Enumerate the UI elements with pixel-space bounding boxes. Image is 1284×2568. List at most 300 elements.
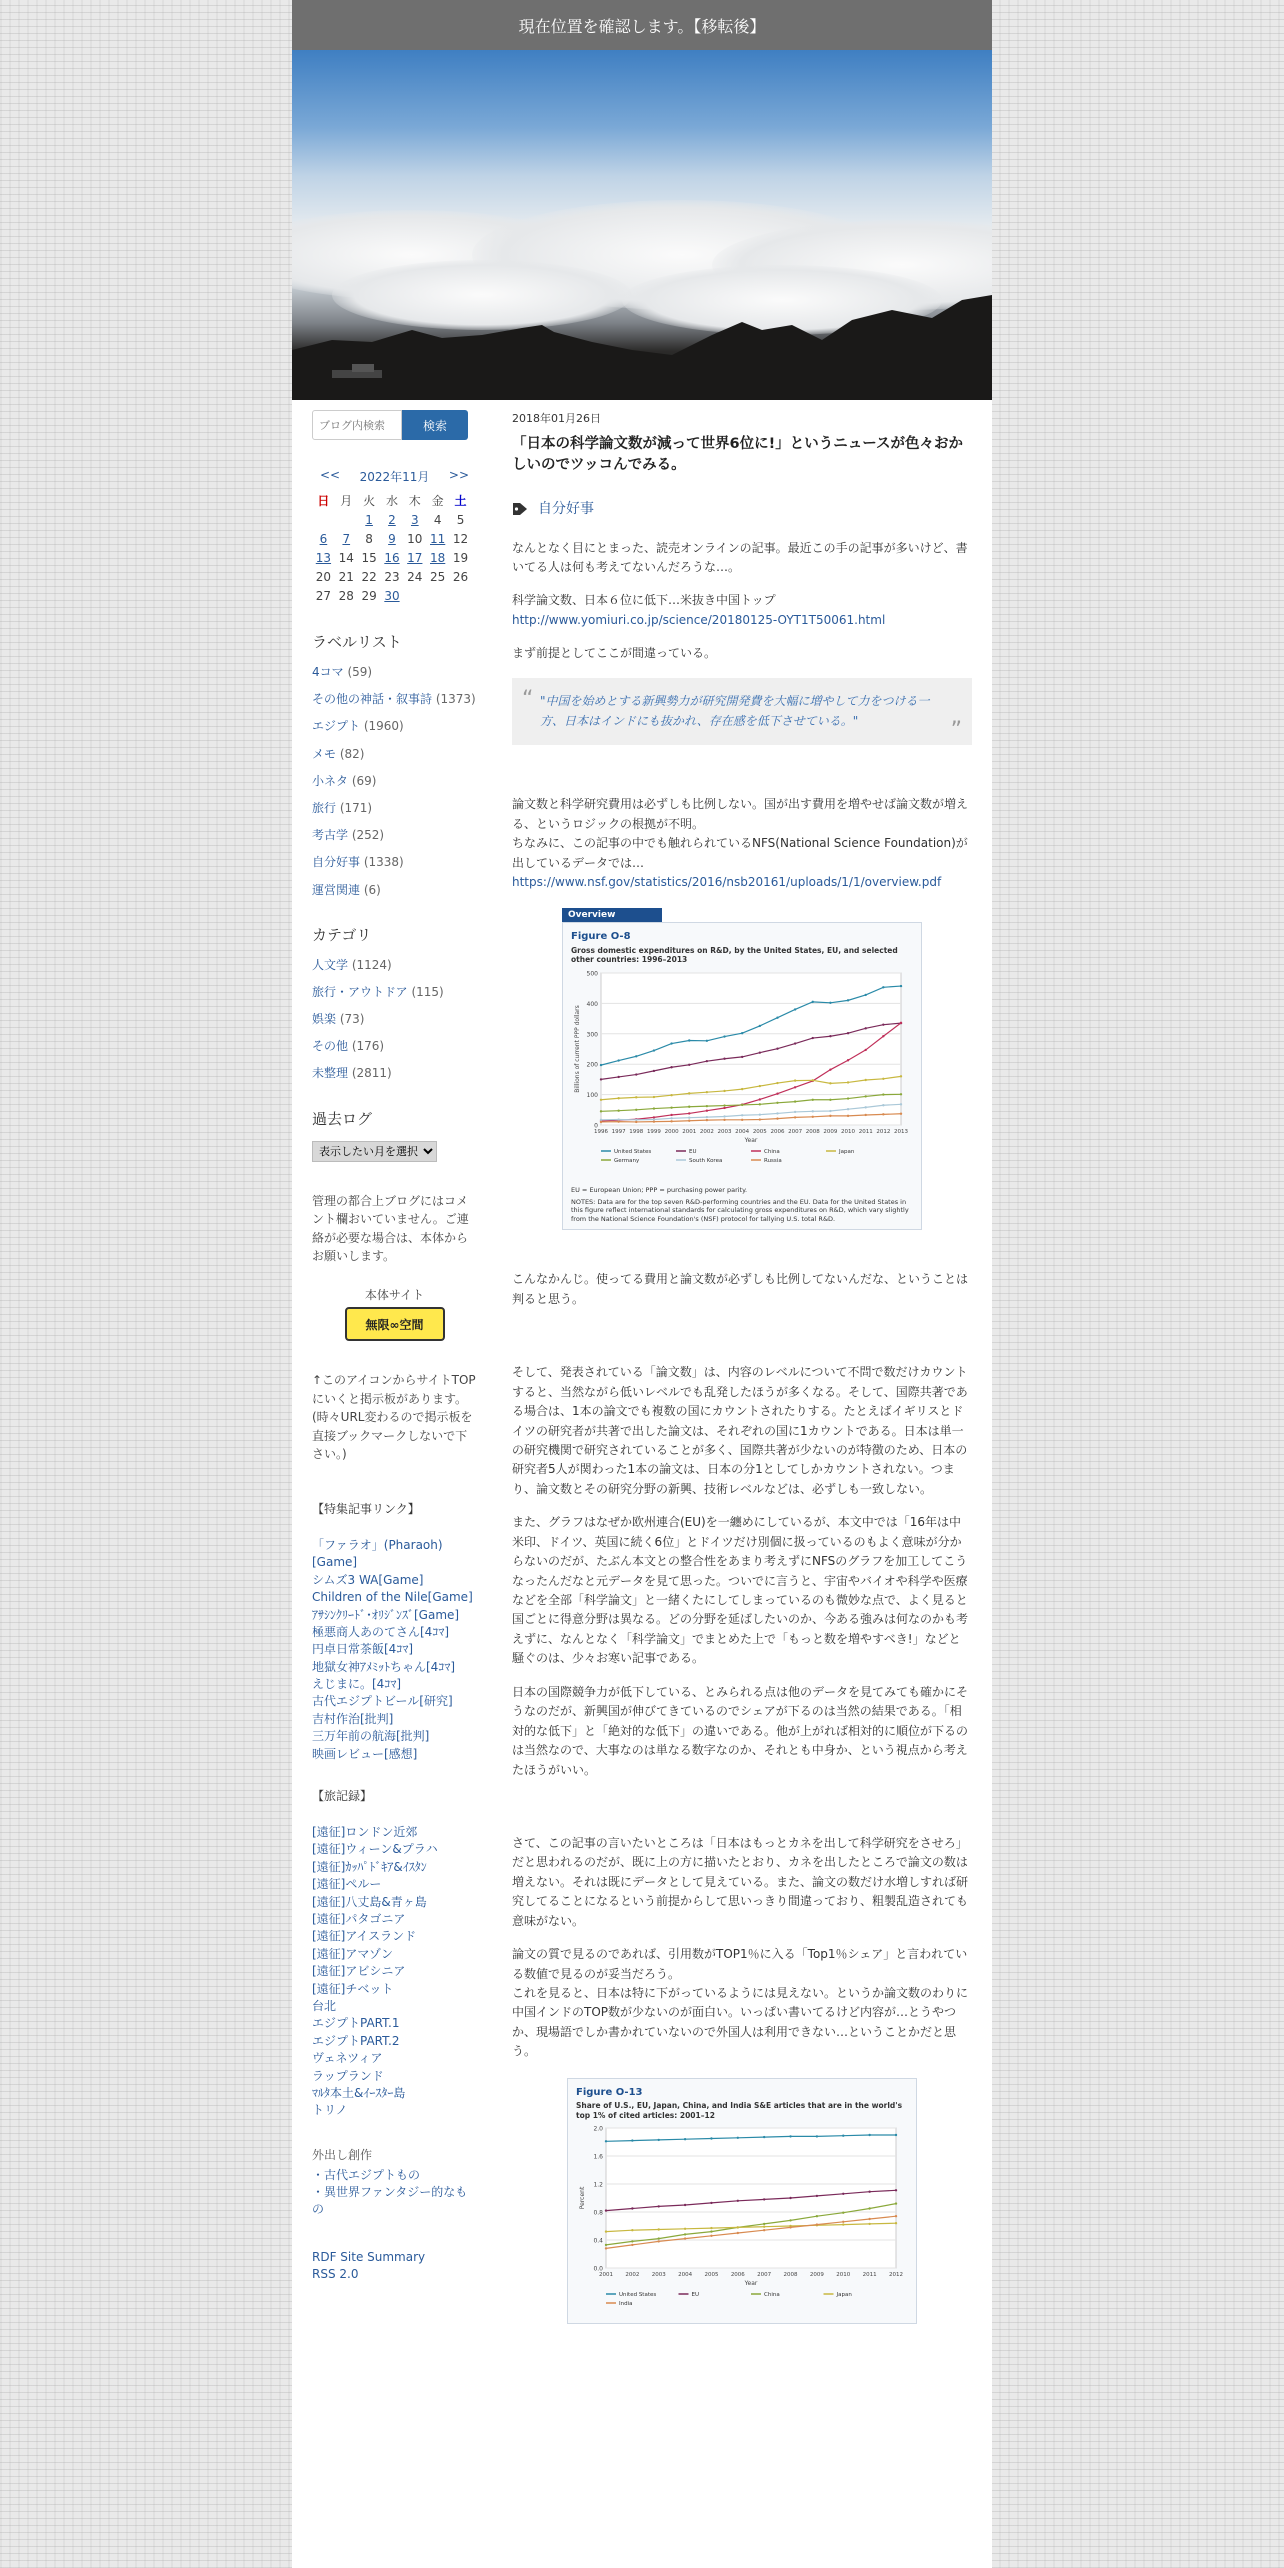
label-count: (6) xyxy=(360,882,381,897)
label-count: (171) xyxy=(336,800,373,815)
data-point xyxy=(816,2136,818,2138)
data-point xyxy=(631,2244,633,2246)
x-tick-label: 2008 xyxy=(805,1129,820,1136)
featured-link[interactable]: Children of the Nile[Game] xyxy=(312,1590,473,1605)
data-point xyxy=(882,1078,884,1080)
legend-label: Japan xyxy=(836,2292,852,2299)
figure-label: Figure O-8 xyxy=(571,931,631,943)
data-point xyxy=(865,1095,867,1097)
travel-link[interactable]: [遠征]ペルー xyxy=(312,1877,382,1892)
travel-link[interactable]: ラップランド xyxy=(312,2068,384,2083)
data-point xyxy=(794,1042,796,1044)
travel-link[interactable]: [遠征]アビシニア xyxy=(312,1964,406,1979)
x-tick-label: 2011 xyxy=(858,1129,873,1136)
travel-link[interactable]: ヴェネツィア xyxy=(312,2051,383,2066)
calendar-day: 10 xyxy=(407,531,423,546)
data-point xyxy=(658,2229,660,2231)
data-point xyxy=(605,2248,607,2250)
calendar-weekday: 月 xyxy=(340,494,353,508)
data-point xyxy=(706,1116,708,1118)
data-point xyxy=(776,1082,778,1084)
data-point xyxy=(710,2231,712,2233)
blog-search-input[interactable] xyxy=(312,410,402,440)
data-point xyxy=(684,2138,686,2140)
category-link[interactable]: 人文学 xyxy=(312,957,349,972)
x-tick-label: 2005 xyxy=(752,1129,767,1136)
category-count: (1124) xyxy=(348,957,392,972)
data-point xyxy=(895,2222,897,2224)
calendar-day[interactable]: 2 xyxy=(388,512,396,527)
x-tick-label: 1997 xyxy=(611,1129,626,1136)
data-point xyxy=(605,2231,607,2233)
outside-links xyxy=(312,2167,477,2219)
calendar-day[interactable]: 17 xyxy=(407,550,423,565)
data-point xyxy=(812,1001,814,1003)
data-point xyxy=(653,1096,655,1098)
label-link[interactable]: エジプト xyxy=(312,719,361,734)
x-tick-label: 2001 xyxy=(599,2272,613,2279)
data-point xyxy=(776,1112,778,1114)
data-point xyxy=(882,986,884,988)
post-tag-link[interactable]: 自分好事 xyxy=(538,500,594,517)
data-point xyxy=(842,2135,844,2137)
travel-link[interactable]: [遠征]ウィーン&プラハ xyxy=(312,1842,438,1857)
data-point xyxy=(829,1002,831,1004)
figure-subtitle: Share of U.S., EU, Japan, China, and India S&E articles that are in the world's top 1% of cited articles: 2001–12 xyxy=(576,2100,903,2120)
label-link[interactable]: 自分好事 xyxy=(312,855,361,870)
calendar-day[interactable]: 3 xyxy=(410,512,419,527)
data-point xyxy=(658,2139,660,2141)
calendar-day: 25 xyxy=(430,569,446,584)
paragraph: 科学論文数、日本６位に低下…米抜き中国トップ xyxy=(512,593,776,608)
data-point xyxy=(759,1052,761,1054)
data-point xyxy=(658,2241,660,2243)
data-point xyxy=(812,1116,814,1118)
calendar-weekday: 土 xyxy=(454,494,467,508)
data-point xyxy=(868,2223,870,2225)
data-point xyxy=(847,1098,849,1100)
x-tick-label: 1998 xyxy=(629,1129,644,1136)
travel-heading: 【旅記録】 xyxy=(312,1789,373,1804)
travel-links xyxy=(312,1824,477,2120)
data-point xyxy=(829,1110,831,1112)
calendar-weekday: 水 xyxy=(385,494,398,508)
archive-select[interactable] xyxy=(312,1141,437,1162)
featured-links xyxy=(312,1537,477,1763)
calendar-day[interactable]: 9 xyxy=(388,531,396,546)
calendar-month: 2022年11月 xyxy=(359,470,430,484)
categories-heading: カテゴリ xyxy=(312,925,372,944)
calendar-day: 26 xyxy=(452,569,469,584)
data-point xyxy=(723,1058,725,1060)
travel-link[interactable]: [遠征]パタゴニア xyxy=(312,1912,406,1926)
data-point xyxy=(868,2191,870,2193)
travel-link[interactable]: [遠征]ｶｯﾊﾟﾄﾞｷｱ&ｲｽﾀﾝ xyxy=(312,1859,427,1874)
label-link[interactable]: 考古学 xyxy=(312,828,349,843)
featured-link[interactable]: 円卓日常茶飯[4ｺﾏ] xyxy=(312,1642,413,1657)
data-point xyxy=(763,2136,765,2138)
data-point xyxy=(617,1076,619,1078)
data-point xyxy=(759,1025,761,1027)
data-point xyxy=(688,1117,690,1119)
data-point xyxy=(688,1092,690,1094)
data-point xyxy=(653,1121,655,1123)
feed-link[interactable]: RDF Site Summary xyxy=(312,2249,426,2264)
data-point xyxy=(631,2241,633,2243)
nsf-link[interactable]: https://www.nsf.gov/statistics/2016/nsb20161/uploads/1/1/overview.pdf xyxy=(512,875,942,890)
category-link[interactable]: 未整理 xyxy=(312,1066,349,1081)
y-tick-label: 200 xyxy=(586,1061,598,1069)
data-point xyxy=(706,1091,708,1093)
data-point xyxy=(688,1120,690,1122)
x-axis-label: Year xyxy=(744,2280,758,2288)
data-point xyxy=(868,2208,870,2210)
y-tick-label: 0 xyxy=(594,1122,598,1130)
data-point xyxy=(653,1070,655,1072)
header-image xyxy=(292,50,992,400)
search-button[interactable]: 検索 xyxy=(402,410,468,440)
data-point xyxy=(882,1035,884,1037)
data-point xyxy=(670,1107,672,1109)
travel-link[interactable]: トリノ xyxy=(312,2103,348,2118)
data-point xyxy=(829,1069,831,1071)
data-point xyxy=(600,1119,602,1121)
featured-link[interactable]: ｱｻｼﾝｸﾘｰﾄﾞ･ｵﾘｼﾞﾝｽﾞ[Game] xyxy=(312,1607,460,1622)
article-link[interactable]: http://www.yomiuri.co.jp/science/20180125-OYT1T50061.html xyxy=(512,612,886,627)
y-tick-label: 300 xyxy=(586,1031,598,1039)
label-link[interactable]: 4コマ xyxy=(312,665,344,679)
data-point xyxy=(895,2215,897,2217)
x-tick-label: 2007 xyxy=(788,1129,803,1136)
data-point xyxy=(684,2204,686,2206)
featured-link[interactable]: 映画レビュー[感想] xyxy=(312,1746,418,1761)
post-date: 2018年01月26日 xyxy=(512,412,601,425)
calendar-day: 22 xyxy=(361,569,377,584)
paragraph: そして、発表されている「論文数」は、内容のレベルについて不問で数だけカウントすると、当然ながら低いレベルでも乱発したほうが多くなる。そして、国際共著である場合は、1本の論文でも複数の国にカウントされたりする。たとえばイギリスとドイツの研究者が共著で出した論文は、それぞれの国に1カウントである。日本は単一の研究機関で研究されていることが多く、国際共著が少ないのが特徴のため、日本の研究者5人が関わった1本の論文は、日本の分1としてしかカウントされない。つまり、論文数とその研究分野の新興、技術レベルなどは、必ずしも一致しない。 xyxy=(512,1365,968,1496)
data-point xyxy=(723,1105,725,1107)
label-link[interactable]: 小ネタ xyxy=(312,773,349,788)
figure-o8 xyxy=(562,908,922,1230)
feed-link[interactable]: RSS 2.0 xyxy=(312,2267,359,2282)
featured-heading: 【特集記事リンク】 xyxy=(312,1501,420,1516)
y-tick-label: 1.6 xyxy=(593,2153,603,2161)
data-point xyxy=(653,1049,655,1051)
data-point xyxy=(882,1104,884,1106)
paragraph: また、グラフはなぜか欧州連合(EU)を一纏めにしているが、本文中では「16年は中米印、ドイツ、英国に続く6位」とドイツだけ別個に扱っているのもよく意味が分からないのだが、たぶん本文との整合性をあまり考えずにNFSのグラフを加工してこうなったんだなと元データを見て思った。ついでに言うと、宇宙やバイオや科学や医療などを全部「科学論文」と一緒くたにしてしまっているのも微妙な点で、よく見ると国ごとに得意分野は異なる。どの分野を延ばしたいのか、今ある強みは何なのかも考えずに、なんとなく「科学論文」でまとめた上で「もっと数を増やすべき!」などと騒ぐのは、少々お寒い記事である。 xyxy=(512,1515,969,1666)
label-link[interactable]: その他の神話・叙事詩 xyxy=(312,692,433,707)
travel-link[interactable]: エジプトPART.1 xyxy=(312,2016,400,2031)
data-point xyxy=(842,2193,844,2195)
travel-link[interactable]: [遠征]チベット xyxy=(312,1981,394,1996)
label-link[interactable]: メモ xyxy=(312,746,337,761)
outside-link[interactable]: ・異世界ファンタジー的なもの xyxy=(312,2185,468,2217)
category-link[interactable]: 旅行・アウトドア xyxy=(312,984,408,999)
feed-links xyxy=(312,2249,477,2284)
calendar-day: 4 xyxy=(433,512,442,527)
data-point xyxy=(759,1098,761,1100)
label-count: (1373) xyxy=(432,692,476,707)
data-point xyxy=(706,1040,708,1042)
calendar-day[interactable]: 7 xyxy=(342,531,351,546)
data-point xyxy=(670,1094,672,1096)
data-point xyxy=(763,2199,765,2201)
data-point xyxy=(706,1105,708,1107)
calendar-day: 5 xyxy=(456,512,465,527)
label-item xyxy=(312,664,477,680)
figure-body xyxy=(562,922,922,1230)
data-point xyxy=(847,1081,849,1083)
y-tick-label: 100 xyxy=(586,1092,598,1100)
data-point xyxy=(706,1119,708,1121)
site-title[interactable]: 現在位置を確認します。【移転後】 xyxy=(518,16,766,36)
travel-link[interactable]: 台北 xyxy=(312,1998,337,2013)
data-point xyxy=(600,1078,602,1080)
data-point xyxy=(737,2200,739,2202)
x-axis-label: Year xyxy=(744,1137,758,1145)
x-tick-label: 2013 xyxy=(894,1129,908,1136)
data-point xyxy=(868,2134,870,2136)
calendar-day[interactable]: 30 xyxy=(384,588,400,603)
data-point xyxy=(882,1113,884,1115)
data-point xyxy=(829,1099,831,1101)
data-point xyxy=(763,2229,765,2231)
data-point xyxy=(789,2227,791,2229)
archive-heading: 過去ログ xyxy=(312,1109,373,1128)
data-point xyxy=(900,1103,902,1105)
calendar-day xyxy=(449,586,472,605)
calendar-day: 27 xyxy=(315,588,332,603)
data-point xyxy=(759,1103,761,1105)
y-tick-label: 1.2 xyxy=(593,2181,603,2189)
data-point xyxy=(670,1117,672,1119)
y-tick-label: 0.0 xyxy=(593,2265,603,2273)
calendar-day: 28 xyxy=(338,588,354,603)
data-point xyxy=(882,1024,884,1026)
home-site-banner-text: 無限∞空間 xyxy=(365,1317,424,1332)
quote-close-icon: ” xyxy=(950,718,962,743)
data-point xyxy=(653,1116,655,1118)
data-point xyxy=(794,1008,796,1010)
x-tick-label: 2006 xyxy=(730,2272,745,2279)
x-tick-label: 2008 xyxy=(783,2272,798,2279)
featured-link[interactable]: 古代エジプトビール[研究] xyxy=(312,1694,453,1709)
x-tick-label: 2003 xyxy=(717,1129,732,1136)
label-item xyxy=(312,691,477,707)
y-tick-label: 2.0 xyxy=(593,2125,603,2133)
x-tick-label: 2004 xyxy=(678,2272,693,2279)
outside-heading: 外出し創作 xyxy=(312,2147,373,2162)
category-item xyxy=(312,984,477,1000)
comment-policy-note: 管理の都合上ブログにはコメント欄おいていません。ご連絡が必要な場合は、本体からお願いします。 xyxy=(312,1193,469,1264)
featured-link[interactable]: 吉村作治[批判] xyxy=(312,1711,394,1726)
category-link[interactable]: その他 xyxy=(312,1039,349,1054)
page xyxy=(292,0,992,2568)
data-point xyxy=(812,1079,814,1081)
data-point xyxy=(776,1048,778,1050)
data-point xyxy=(688,1064,690,1066)
data-point xyxy=(812,1037,814,1039)
data-point xyxy=(829,1035,831,1037)
y-tick-label: 0.8 xyxy=(593,2209,603,2217)
x-tick-label: 2002 xyxy=(625,2272,640,2279)
data-point xyxy=(865,1079,867,1081)
calendar-day: 24 xyxy=(407,569,423,584)
paragraph: ちなみに、この記事の中でも触れられているNFS(National Science Foundation)が出しているデータでは… xyxy=(512,836,968,870)
featured-link[interactable]: 地獄女神ｱﾒﾐｯﾄちゃん[4ｺﾏ] xyxy=(312,1659,455,1674)
y-tick-label: 500 xyxy=(586,970,598,978)
calendar-day[interactable]: 13 xyxy=(315,550,332,565)
calendar-day: 23 xyxy=(384,569,400,584)
legend-label: China xyxy=(764,2292,780,2299)
legend-label: EU xyxy=(689,1149,697,1156)
paragraph: こんなかんじ。使ってる費用と論文数が必ずしも比例してないんだな、ということは判ると思う。 xyxy=(512,1272,969,1306)
category-count: (73) xyxy=(336,1012,365,1027)
data-point xyxy=(812,1110,814,1112)
travel-link[interactable]: [遠征]アマゾン xyxy=(312,1946,394,1961)
calendar-day: 14 xyxy=(338,550,354,565)
data-point xyxy=(759,1118,761,1120)
data-point xyxy=(670,1042,672,1044)
legend-label: India xyxy=(619,2301,633,2308)
calendar-prev-link[interactable]: << xyxy=(320,468,341,482)
data-point xyxy=(723,1090,725,1092)
data-point xyxy=(617,1060,619,1062)
calendar-next-link[interactable]: >> xyxy=(448,468,469,482)
data-point xyxy=(600,1064,602,1066)
label-list xyxy=(312,664,477,898)
calendar-day xyxy=(312,510,335,529)
calendar-day[interactable]: 1 xyxy=(365,512,373,527)
data-point xyxy=(684,2234,686,2236)
data-point xyxy=(741,1114,743,1116)
x-tick-label: 2012 xyxy=(876,1129,891,1136)
data-point xyxy=(865,1106,867,1108)
outside-link[interactable]: ・古代エジプトもの xyxy=(312,2167,421,2182)
data-point xyxy=(789,2197,791,2199)
x-tick-label: 2002 xyxy=(699,1129,714,1136)
data-point xyxy=(812,1099,814,1101)
featured-link[interactable]: 三万年前の航海[批判] xyxy=(312,1729,430,1744)
label-item xyxy=(312,746,477,762)
x-tick-label: 2012 xyxy=(889,2272,903,2279)
calendar-day: 29 xyxy=(361,588,377,603)
data-point xyxy=(847,1032,849,1034)
home-site-title: 本体サイト xyxy=(364,1288,425,1302)
label-link[interactable]: 運営関連 xyxy=(312,882,361,897)
calendar-day[interactable]: 11 xyxy=(430,531,446,546)
data-point xyxy=(635,1096,637,1098)
label-count: (69) xyxy=(348,773,377,788)
data-point xyxy=(605,2210,607,2212)
data-point xyxy=(741,1088,743,1090)
x-tick-label: 1996 xyxy=(594,1129,608,1136)
x-tick-label: 2001 xyxy=(682,1129,697,1136)
data-point xyxy=(865,1114,867,1116)
x-tick-label: 1999 xyxy=(646,1129,661,1136)
x-tick-label: 2009 xyxy=(823,1129,838,1136)
data-point xyxy=(631,2140,633,2142)
travel-link[interactable]: [遠征]アイスランド xyxy=(312,1929,417,1944)
quote-block xyxy=(512,678,972,746)
data-point xyxy=(741,1119,743,1121)
data-point xyxy=(684,2238,686,2240)
data-point xyxy=(816,2195,818,2197)
featured-link[interactable]: えじまに。[4ｺﾏ] xyxy=(312,1677,401,1692)
featured-link[interactable]: シムズ3 WA[Game] xyxy=(312,1572,424,1587)
travel-link[interactable]: ﾏﾙﾀ本土&ｲｰｽﾀｰ島 xyxy=(312,2085,406,2100)
post-title[interactable]: 「日本の科学論文数が減って世界6位に!」というニュースが色々おかしいのでツッコんでみる。 xyxy=(512,435,963,473)
calendar-day: 20 xyxy=(315,569,332,584)
data-point xyxy=(684,2228,686,2230)
data-point xyxy=(759,1085,761,1087)
data-point xyxy=(847,1115,849,1117)
data-point xyxy=(617,1097,619,1099)
data-point xyxy=(723,1119,725,1121)
travel-link[interactable]: [遠征]八丈島&青ヶ島 xyxy=(312,1894,427,1909)
post xyxy=(512,410,972,2344)
featured-link[interactable]: 極悪商人あのてさん[4ｺﾏ] xyxy=(312,1624,449,1639)
y-axis-label: Percent xyxy=(579,2187,586,2210)
data-point xyxy=(658,2238,660,2240)
category-item xyxy=(312,1065,477,1081)
data-point xyxy=(710,2235,712,2237)
calendar-weekday: 金 xyxy=(431,494,444,508)
data-point xyxy=(658,2206,660,2208)
figure-subtitle: Gross domestic expenditures on R&D, by the United States, EU, and selected other countries: 1996–2013 xyxy=(571,945,898,965)
x-tick-label: 2011 xyxy=(862,2272,877,2279)
legend-label: Germany xyxy=(614,1158,640,1165)
x-tick-label: 2009 xyxy=(809,2272,824,2279)
calendar-day[interactable]: 16 xyxy=(384,550,400,565)
x-tick-label: 2007 xyxy=(757,2272,772,2279)
data-point xyxy=(653,1118,655,1120)
category-count: (176) xyxy=(348,1039,385,1054)
figure-o13 xyxy=(567,2078,917,2324)
y-tick-label: 400 xyxy=(586,1001,598,1009)
data-point xyxy=(895,2190,897,2192)
data-point xyxy=(847,1059,849,1061)
label-item xyxy=(312,882,477,898)
label-link[interactable]: 旅行 xyxy=(312,800,337,815)
data-point xyxy=(706,1110,708,1112)
calendar-day[interactable]: 6 xyxy=(319,531,328,546)
paragraph: まず前提としてここが間違っている。 xyxy=(512,646,717,661)
home-site-banner[interactable] xyxy=(345,1307,445,1341)
category-item xyxy=(312,1038,477,1054)
data-point xyxy=(763,2226,765,2228)
featured-link[interactable]: 「ファラオ」(Pharaoh)[Game] xyxy=(312,1537,443,1570)
calendar-day[interactable]: 18 xyxy=(430,550,446,565)
data-point xyxy=(723,1115,725,1117)
data-point xyxy=(794,1101,796,1103)
data-point xyxy=(865,994,867,996)
data-point xyxy=(737,2232,739,2234)
figure-notes: NOTES: Data are for the top seven R&D-performing countries and the EU. Data for the United States in this figure reflect international standards for calculating gross expenditures on R&D, which vary slightly from the National Science Foundation's (NSF) protocol for tallying U.S. total R&D. xyxy=(571,1198,909,1223)
label-count: (252) xyxy=(348,828,385,843)
data-point xyxy=(789,2136,791,2138)
data-point xyxy=(842,2224,844,2226)
travel-link[interactable]: エジプトPART.2 xyxy=(312,2033,400,2048)
y-tick-label: 0.4 xyxy=(593,2237,603,2245)
data-point xyxy=(789,2220,791,2222)
travel-link[interactable]: [遠征]ロンドン近郊 xyxy=(312,1825,418,1840)
category-link[interactable]: 娯楽 xyxy=(312,1012,337,1027)
data-point xyxy=(635,1109,637,1111)
calendar-weekday: 火 xyxy=(363,494,376,508)
data-point xyxy=(794,1116,796,1118)
data-point xyxy=(670,1120,672,1122)
data-point xyxy=(688,1106,690,1108)
